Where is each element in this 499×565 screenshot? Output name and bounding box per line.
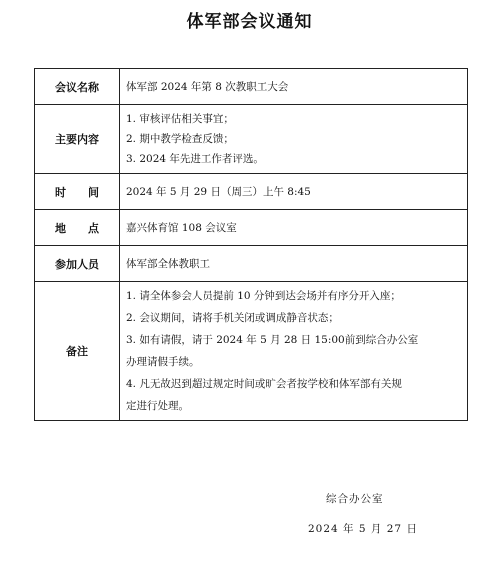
row-place <box>35 210 468 246</box>
issue-date: 2024 年 5 月 27 日 <box>308 523 418 535</box>
label-place: 地 点 <box>35 210 120 246</box>
issuer-signature: 综合办公室 <box>326 493 384 505</box>
meeting-notice-table <box>34 68 468 421</box>
row-time <box>35 174 468 210</box>
row-main-content <box>35 105 468 174</box>
notes-line: 2. 会议期间，请将手机关闭或调成静音状态； <box>126 312 339 324</box>
row-notes <box>35 282 468 421</box>
notes-line: 4. 凡无故迟到超过规定时间或旷会者按学校和体军部有关规 <box>126 378 402 390</box>
label-notes: 备注 <box>35 282 120 421</box>
label-time: 时 间 <box>35 174 120 210</box>
label-main-content: 主要内容 <box>35 105 120 174</box>
value-meeting-name: 体军部 2024 年第 8 次教职工大会 <box>120 69 468 105</box>
notes-line: 办理请假手续。 <box>126 356 200 368</box>
page-title: 体军部会议通知 <box>186 12 313 32</box>
row-meeting-name <box>35 69 468 105</box>
notes-line: 定进行处理。 <box>126 400 189 412</box>
value-attendees: 体军部全体教职工 <box>120 246 468 282</box>
content-item: 3. 2024 年先进工作者评选。 <box>126 153 264 165</box>
content-item: 2. 期中教学检查反馈； <box>126 133 234 145</box>
value-notes <box>120 282 468 421</box>
value-main-content <box>120 105 468 174</box>
notes-line: 1. 请全体参会人员提前 10 分钟到达会场并有序分开入座； <box>126 290 401 302</box>
value-time: 2024 年 5 月 29 日（周三）上午 8:45 <box>120 174 468 210</box>
value-place: 嘉兴体育馆 108 会议室 <box>120 210 468 246</box>
label-meeting-name: 会议名称 <box>35 69 120 105</box>
row-attendees <box>35 246 468 282</box>
label-attendees: 参加人员 <box>35 246 120 282</box>
content-item: 1. 审核评估相关事宜； <box>126 113 234 125</box>
notes-line: 3. 如有请假，请于 2024 年 5 月 28 日 15:00前到综合办公室 <box>126 334 419 346</box>
